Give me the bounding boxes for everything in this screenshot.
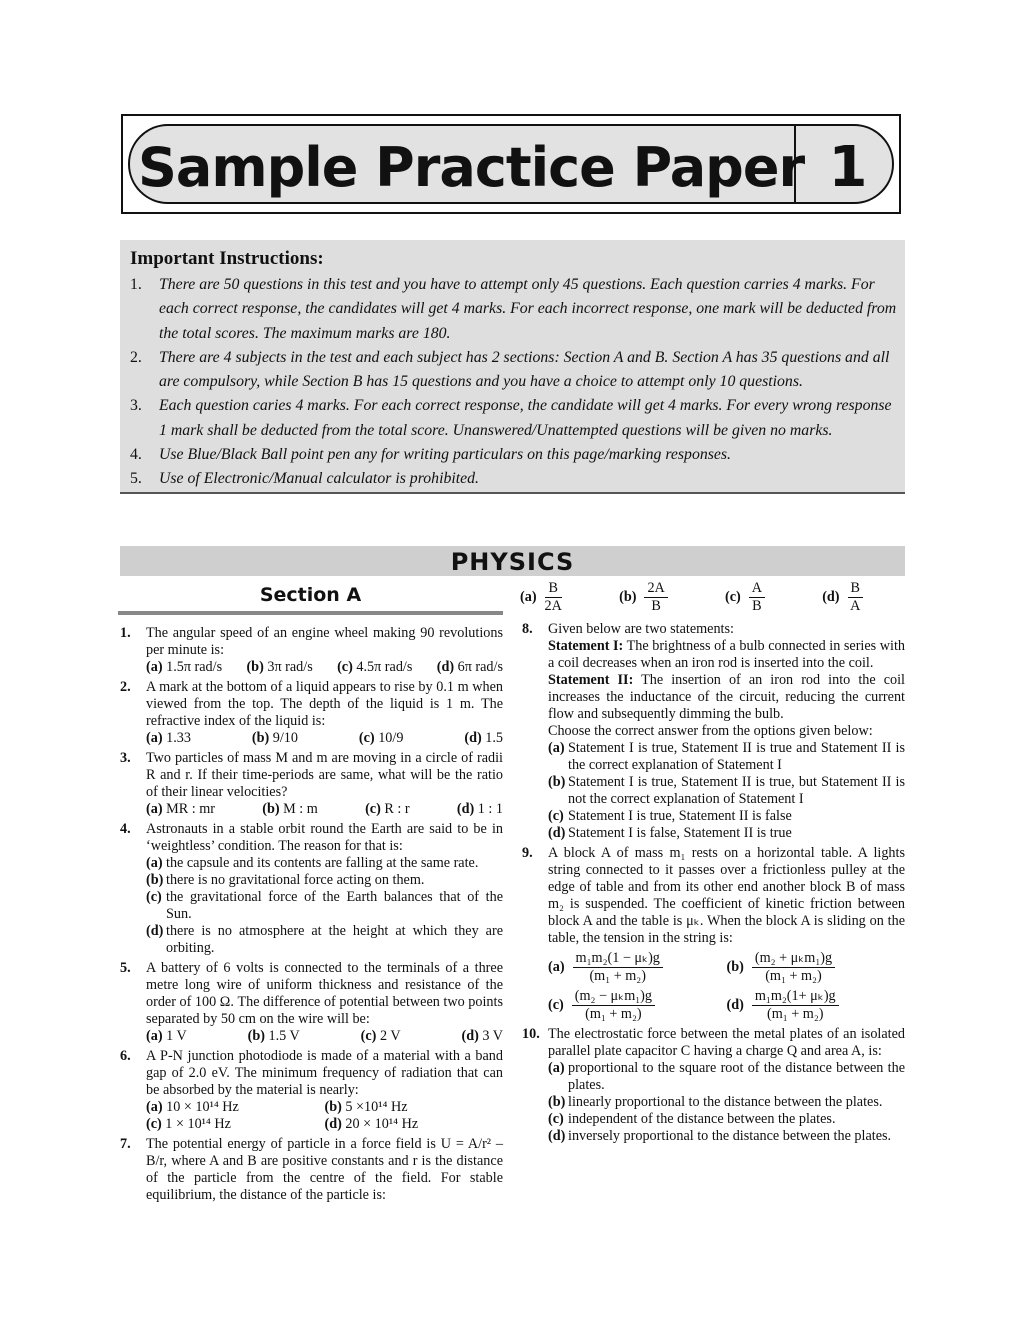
question-text: A battery of 6 volts is connected to the terminals of a three metre long wire of uniform thickness and resistance of the order of 100 Ω. The difference of potential between two points separated by 50 cm on the wire will be: xyxy=(146,960,503,1027)
instruction-item: 4. Use Blue/Black Ball point pen any for writing particulars on this page/marking responses. xyxy=(130,446,732,464)
options-row-2 xyxy=(548,988,905,1023)
question-text: The angular speed of an engine wheel making 90 revolutions per minute is: xyxy=(146,625,503,658)
option-a: (a) 1.5π rad/s xyxy=(146,659,223,675)
options xyxy=(146,730,503,747)
option-b: (b) linearly proportional to the distance between the plates. xyxy=(548,1094,883,1110)
right-column xyxy=(520,580,905,1148)
paper-number: 1 xyxy=(828,135,868,200)
option-d: (d) 6π rad/s xyxy=(436,659,503,675)
option-b: (b) $\frac{\text{(m₂ + μₖm₁)g}}{\text{(m₁ + m₂)}}$ xyxy=(727,950,906,985)
option-b: (b) 1.5 V xyxy=(247,1028,300,1044)
option-a: (a) the capsule and its contents are falling at the same rate. xyxy=(146,855,479,871)
option-d: (d) 20 × 10¹⁴ Hz xyxy=(324,1116,419,1132)
option-a: (a) 1 V xyxy=(146,1028,187,1044)
instructions-heading: Important Instructions: xyxy=(130,248,324,269)
option-c: (c) 10/9 xyxy=(358,730,404,746)
section-heading: Section A xyxy=(118,582,503,615)
instructions-box xyxy=(120,240,905,494)
question-10: 10. The electrostatic force between the metal plates of an isolated parallel plate capacitor C having a charge Q and area A, is: (a) proportional to the square root of the distance between the plates. (b) linearly proportional to the distance between the plates. (c) independent of the distance between the plates. (d) inversely proportional to the distance between the plates. xyxy=(522,1026,905,1144)
statement-2: Statement II: The insertion of an iron rod into the coil increases the inductance of the circuit, reducing the current flow and subsequently dimming the bulb. xyxy=(548,672,905,722)
question-6: 6. A P-N junction photodiode is made of a material with a band gap of 2.0 eV. The minimum frequency of radiation that can be absorbed by the material is nearly: (a) 10 × 10¹⁴ Hz (b) 5 ×10¹⁴ Hz (c) 1 × 10¹⁴ Hz (d) 20 × 10¹⁴ Hz xyxy=(120,1048,503,1132)
option-d: (d) inversely proportional to the distance between the plates. xyxy=(548,1128,892,1144)
question-2: 2. A mark at the bottom of a liquid appears to rise by 0.1 m when viewed from the top. The depth of the liquid is 1 m. The refractive index of the liquid is: (a) 1.33 (b) 9/10 (c) 10/9 (d) 1.5 xyxy=(120,679,503,746)
options xyxy=(146,1099,503,1133)
option-b: (b) 3π rad/s xyxy=(246,659,313,675)
question-text: Two particles of mass M and m are moving in a circle of radii R and r. If their time-periods are same, what will be the ratio of their linear velocities? xyxy=(146,750,503,800)
question-text: Given below are two statements: xyxy=(548,621,734,637)
option-b: (b) there is no gravitational force acting on them. xyxy=(146,872,425,888)
option-d: (d) 1 : 1 xyxy=(456,801,503,817)
question-5: 5. A battery of 6 volts is connected to the terminals of a three metre long wire of uniform thickness and resistance of the order of 100 Ω. The difference of potential between two points separated by 50 cm on the wire will be: (a) 1 V (b) 1.5 V (c) 2 V (d) 3 V xyxy=(120,960,503,1044)
instruction-item: 1. There are 50 questions in this test and you have to attempt only 45 questions. Each question carries 4 marks. For each correct response, the candidates will get 4 marks. For each incorrect response, one mark will be deducted from the total scores. The maximum marks are 180. xyxy=(130,276,897,342)
question-7-options xyxy=(520,580,905,615)
option-c: (c) 4.5π rad/s xyxy=(337,659,413,675)
option-d: (d) $\frac{B}{A}$ xyxy=(822,580,865,615)
instruction-item: 2. There are 4 subjects in the test and each subject has 2 sections: Section A and B. Section A has 35 questions and all are compulsory, while Section B has 15 questions and you have a choice to attempt only 10 questions. xyxy=(130,348,890,391)
option-c: (c) Statement I is true, Statement II is false xyxy=(548,808,792,824)
option-c: (c) $\frac{\text{(m₂ − μₖm₁)g}}{\text{(m₁ + m₂)}}$ xyxy=(548,988,727,1023)
page-title: Sample Practice Paper xyxy=(138,136,805,199)
option-c: (c) R : r xyxy=(365,801,410,817)
instructions-list xyxy=(130,273,897,492)
question-text: Astronauts in a stable orbit round the Earth are said to be in ‘weightless’ condition. The reason for that is: xyxy=(146,821,503,854)
option-c: (c) independent of the distance between the plates. xyxy=(548,1111,836,1127)
question-8: 8. Given below are two statements: Statement I: The brightness of a bulb connected in series with a coil decreases when an iron rod is inserted into the coil. Statement II: The insertion of an iron rod into the coil increases the inductance of the circuit, reducing the current flow and subsequently dimming the bulb. Choose the correct answer from the options given below: (a) Statement I is true, Statement II is true and Statement II is the correct explanation of Statement I (b) Statement I is true, Statement II is true, but Statement II is not the correct explanation of Statement I (c) Statement I is true, Statement II is false (d) Statement I is false, Statement II is true xyxy=(522,621,905,841)
question-7: 7. The potential energy of particle in a force field is U = A/r² – B/r, where A and B are positive constants and r is the distance of the particle from the centre of the field. For stable equilibrium, the distance of the particle is: xyxy=(120,1136,503,1203)
title-banner xyxy=(121,114,901,214)
title-pill xyxy=(128,124,894,204)
question-text: The electrostatic force between the metal plates of an isolated parallel plate capacitor C having a charge Q and area A, is: xyxy=(548,1026,905,1059)
options xyxy=(146,801,503,818)
options xyxy=(146,1028,503,1045)
option-c: (c) 1 × 10¹⁴ Hz xyxy=(146,1116,231,1132)
option-c: (c) $\frac{A}{B}$ xyxy=(725,580,767,615)
option-a: (a) 10 × 10¹⁴ Hz xyxy=(146,1099,239,1115)
question-text: The potential energy of particle in a force field is U = A/r² – B/r, where A and B are positive constants and r is the distance of the particle from the centre of the field. For stable equilibrium, the distance of the particle is: xyxy=(146,1136,503,1203)
option-d: (d) 1.5 xyxy=(464,730,503,746)
question-4: 4. Astronauts in a stable orbit round the Earth are said to be in ‘weightless’ condition. The reason for that is: (a) the capsule and its contents are falling at the same rate. (b) there is no gravitational force acting on them. (c) the gravitational force of the Earth balances that of the Sun. (d) there is no atmosphere at the height at which they are orbiting. xyxy=(120,821,503,956)
option-d: (d) 3 V xyxy=(461,1028,503,1044)
choose-text: Choose the correct answer from the options given below: xyxy=(548,723,873,739)
option-b: (b) M : m xyxy=(262,801,318,817)
option-b: (b) 5 ×10¹⁴ Hz xyxy=(324,1099,408,1115)
option-d: (d) Statement I is false, Statement II is true xyxy=(548,825,792,841)
option-a: (a) $\frac{B}{2A}$ xyxy=(520,580,562,614)
option-b: (b) Statement I is true, Statement II is true, but Statement II is not the correct explanation of Statement I xyxy=(548,774,905,807)
question-3: 3. Two particles of mass M and m are moving in a circle of radii R and r. If their time-periods are same, what will be the ratio of their linear velocities? (a) MR : mr (b) M : m (c) R : r (d) 1 : 1 xyxy=(120,750,503,817)
option-a: (a) proportional to the square root of the distance between the plates. xyxy=(548,1060,905,1093)
option-d: (d) there is no atmosphere at the height at which they are orbiting. xyxy=(146,923,503,956)
question-text: A mark at the bottom of a liquid appears to rise by 0.1 m when viewed from the top. The depth of the liquid is 1 m. The refractive index of the liquid is: xyxy=(146,679,503,729)
option-a: (a) MR : mr xyxy=(146,801,215,817)
subject-header: PHYSICS xyxy=(120,546,905,576)
title-divider xyxy=(794,126,796,202)
question-text: A block A of mass m₁ rests on a horizontal table. A lights string connected to it passes over a frictionless pulley at the edge of table and from its other end another block B of mass m₂ is suspended. The coefficient of kinetic friction between block A and the table is μₖ. When the block A is sliding on the table, the tension in the string is: xyxy=(548,845,905,946)
option-b: (b) 9/10 xyxy=(251,730,298,746)
options xyxy=(146,659,503,676)
option-b: (b) $\frac{2A}{B}$ xyxy=(619,580,670,615)
left-column xyxy=(118,582,503,1207)
option-a: (a) $\frac{\text{m₁m₂(1 − μₖ)g}}{\text{(m₁ + m₂)}}$ xyxy=(548,950,727,985)
question-9: 9. A block A of mass m₁ rests on a horizontal table. A lights string connected to it passes over a frictionless pulley at the edge of table and from its other end another block B of mass m₂ is suspended. The coefficient of kinetic friction between block A and the table is μₖ. When the block A is sliding on the table, the tension in the string is: (a) $\frac{\text{m₁m₂(1 − μₖ)g}}{\text{(m₁ + m₂)}}$ (b) $\frac{\text{(m₂ + μₖm₁)g}}{\text{(m₁ + m₂)}}$ (c) $\frac{\text{(m₂ − μₖm₁)g}}{\text{(m₁ + m₂)}}$ (d) $\frac{\text{m₁m₂(1+ μₖ)g}}{\text{(m₁ + m₂)}}$ xyxy=(522,845,905,1022)
options-row-1 xyxy=(548,950,905,985)
statement-1: Statement I: The brightness of a bulb connected in series with a coil decreases when an iron rod is inserted into the coil. xyxy=(548,638,905,671)
instruction-item: 5. Use of Electronic/Manual calculator is prohibited. xyxy=(130,470,479,488)
option-c: (c) 2 V xyxy=(360,1028,401,1044)
question-1: 1. The angular speed of an engine wheel making 90 revolutions per minute is: (a) 1.5π rad/s (b) 3π rad/s (c) 4.5π rad/s (d) 6π rad/s xyxy=(120,625,503,675)
option-c: (c) the gravitational force of the Earth balances that of the Sun. xyxy=(146,889,503,922)
option-a: (a) 1.33 xyxy=(146,730,191,746)
instruction-item: 3. Each question caries 4 marks. For each correct response, the candidate will get 4 marks. For every wrong response 1 mark shall be deducted from the total score. Unanswered/Unattempted questions will be given no marks. xyxy=(130,397,892,439)
question-text: A P-N junction photodiode is made of a material with a band gap of 2.0 eV. The minimum frequency of radiation that can be absorbed by the material is nearly: xyxy=(146,1048,503,1098)
option-d: (d) $\frac{\text{m₁m₂(1+ μₖ)g}}{\text{(m₁ + m₂)}}$ xyxy=(727,988,906,1023)
option-a: (a) Statement I is true, Statement II is true and Statement II is the correct explanation of Statement I xyxy=(548,740,905,773)
